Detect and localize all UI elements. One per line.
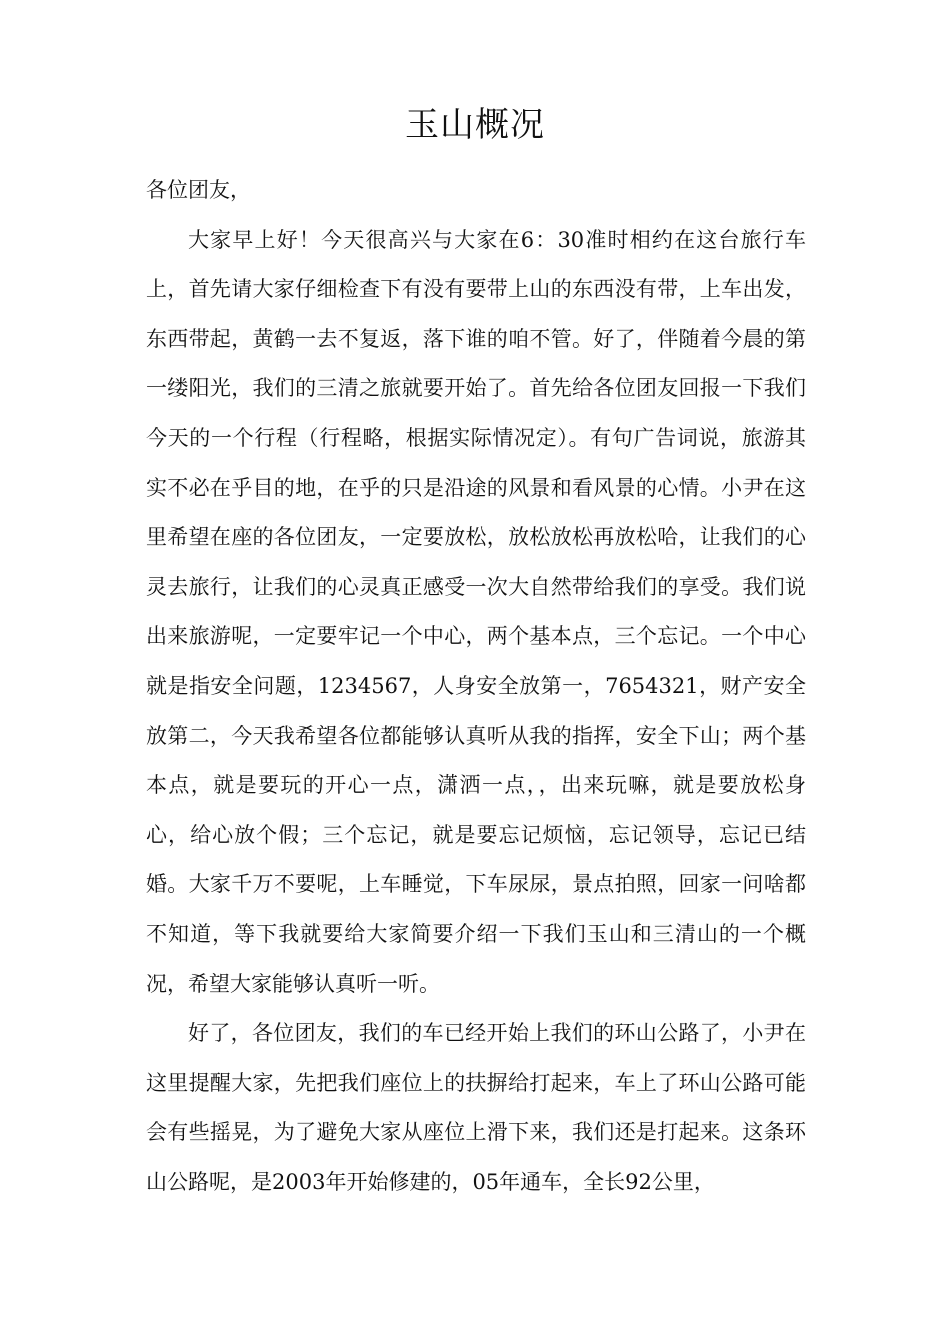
- document-body: [146, 166, 806, 1207]
- paragraph-2: 好了，各位团友，我们的车已经开始上我们的环山公路了，小尹在这里提醒大家，先把我们座位上的扶摒给打起来，车上了环山公路可能会有些摇晃，为了避免大家从座位上滑下来，我们还是打起来。这条环山公路呢，是2003年开始修建的，05年通车，全长92公里，: [146, 1021, 806, 1194]
- document-title: 玉山概况: [405, 105, 545, 145]
- salutation: 各位团友，: [146, 178, 251, 202]
- paragraph-1: 大家早上好！今天很高兴与大家在6：30准时相约在这台旅行车上，首先请大家仔细检查下有没有要带上山的东西没有带，上车出发，东西带起，黄鹤一去不复返，落下谁的咱不管。好了，伴随着今晨的第一缕阳光，我们的三清之旅就要开始了。首先给各位团友回报一下我们今天的一个行程（行程略，根据实际情况定）。有句广告词说，旅游其实不必在乎目的地，在乎的只是沿途的风景和看风景的心情。小尹在这里希望在座的各位团友，一定要放松，放松放松再放松哈，让我们的心灵去旅行，让我们的心灵真正感受一次大自然带给我们的享受。我们说出来旅游呢，一定要牢记一个中心，两个基本点，三个忘记。一个中心就是指安全问题，1234567，人身安全放第一，7654321，财产安全放第二，今天我希望各位都能够认真听从我的指挥，安全下山；两个基本点，就是要玩的开心一点，潇洒一点，，出来玩嘛，就是要放松身心，给心放个假；三个忘记，就是要忘记烦恼，忘记领导，忘记已结婚。大家千万不要呢，上车睡觉，下车尿尿，景点拍照，回家一问啥都不知道，等下我就要给大家简要介绍一下我们玉山和三清山的一个概况，希望大家能够认真听一听。: [146, 227, 806, 996]
